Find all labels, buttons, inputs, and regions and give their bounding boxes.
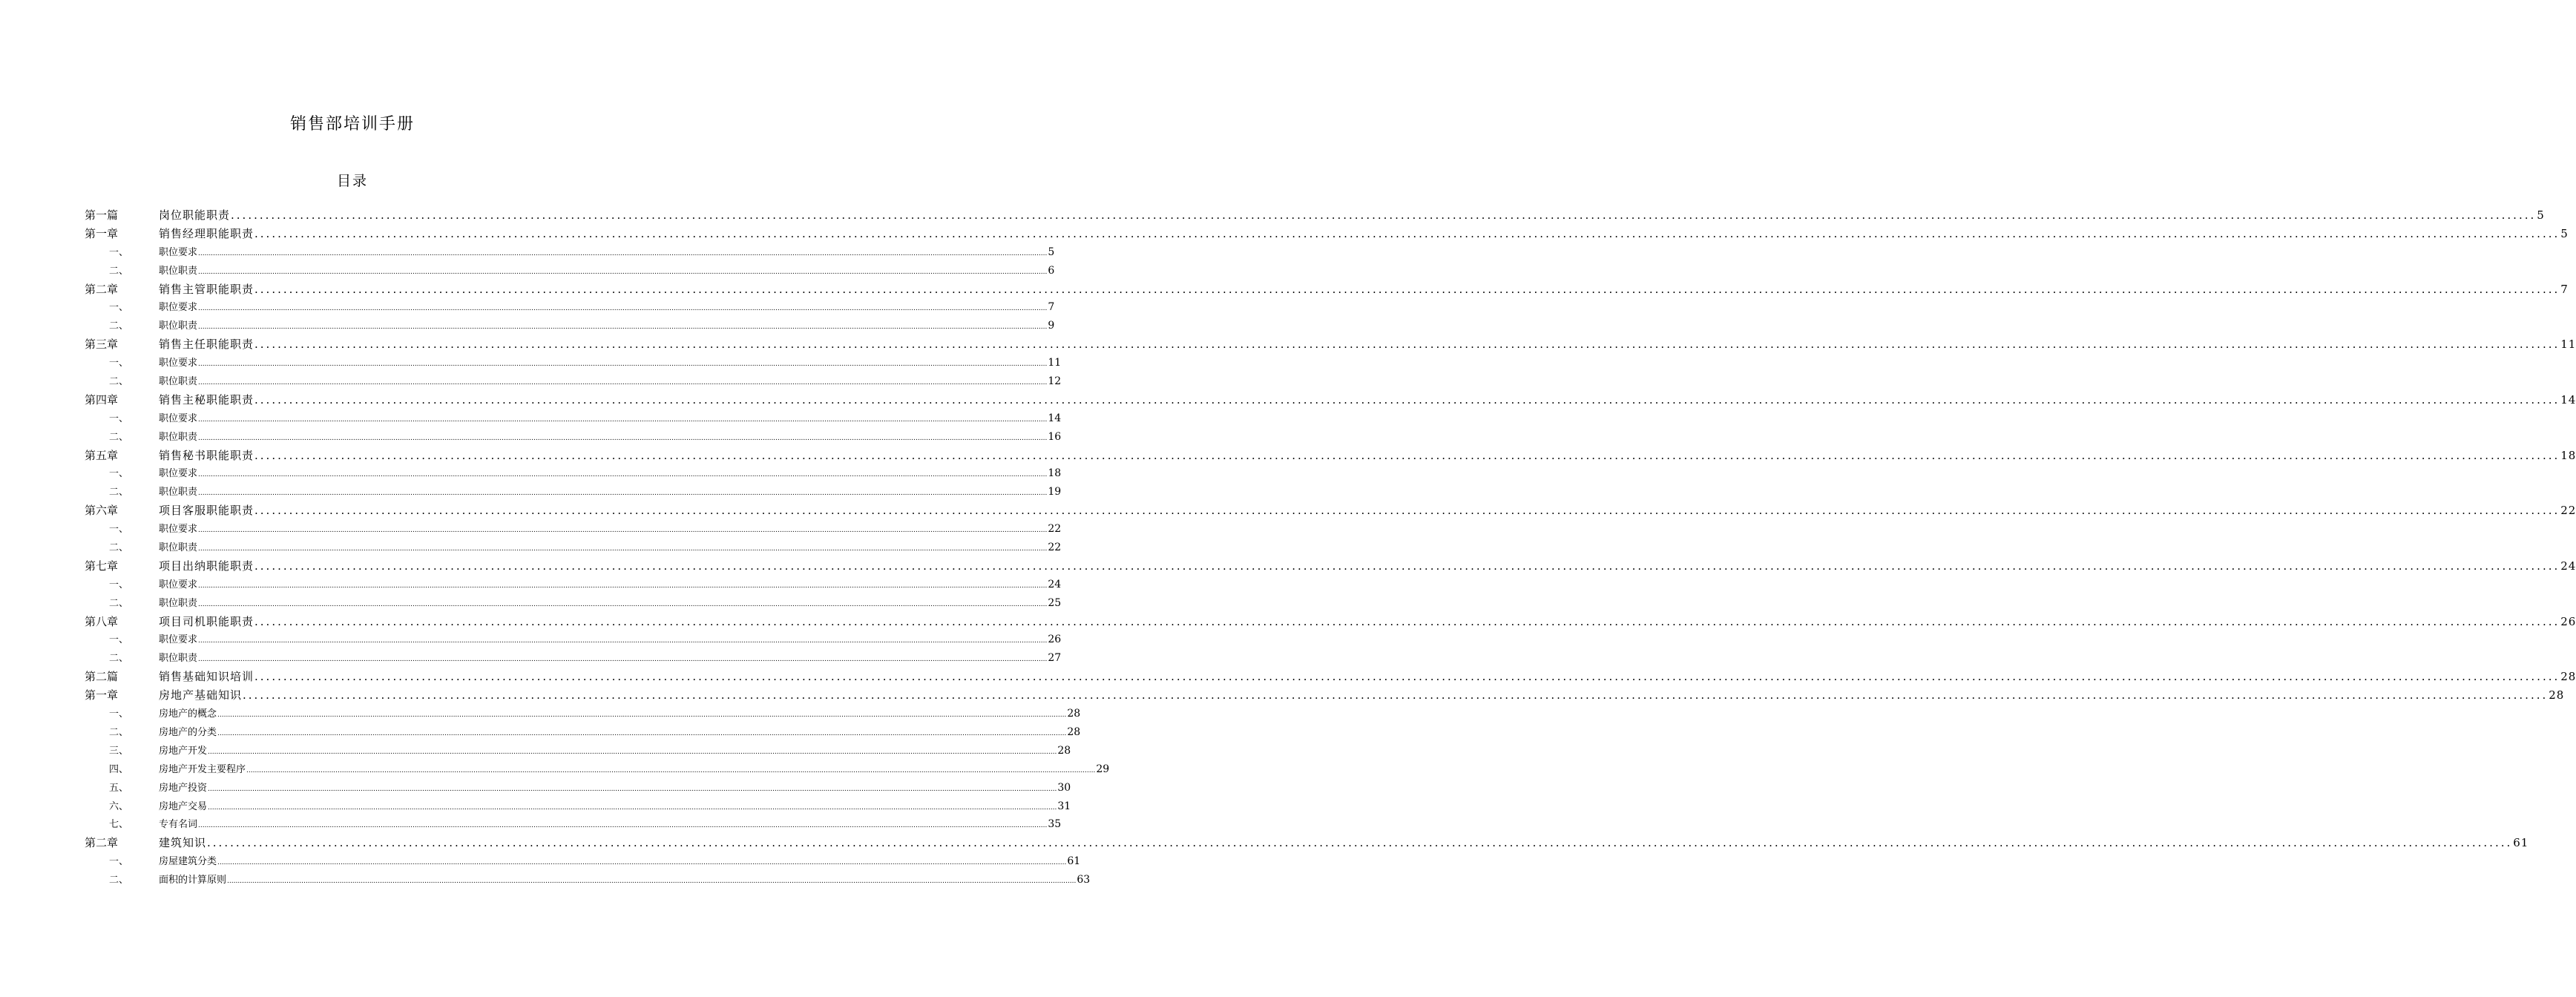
- toc-entry-page: 5: [2560, 226, 2569, 240]
- toc-entry-page: 61: [1067, 855, 1081, 868]
- toc-entry-number: 二、: [109, 431, 129, 443]
- dot-leader: ................................................................................................................................................................................................................................................................................................................................................................................................................: [198, 361, 1048, 369]
- dot-leader: ................................................................................................................................................................................................................................................................................................................................................................................................................: [254, 559, 2560, 573]
- toc-entry[interactable]: [85, 281, 2569, 300]
- dot-leader: ................................................................................................................................................................................................................................................................................................................................................................................................................: [198, 656, 1048, 664]
- toc-entry-number: 五、: [109, 782, 129, 794]
- toc-entry-page: 61: [2513, 836, 2529, 850]
- toc-entry-page: 7: [1048, 301, 1055, 314]
- toc-entry[interactable]: [85, 336, 2576, 355]
- toc-entry-page: 11: [2560, 338, 2576, 352]
- toc-entry[interactable]: [85, 207, 2545, 226]
- toc-entry[interactable]: [85, 299, 1055, 317]
- dot-leader: ................................................................................................................................................................................................................................................................................................................................................................................................................: [198, 379, 1048, 387]
- toc-entry-label: 职位要求: [159, 524, 198, 536]
- toc-entry-number: 第一篇: [85, 208, 119, 222]
- toc-entry-page: 14: [2560, 392, 2576, 407]
- dot-leader: ................................................................................................................................................................................................................................................................................................................................................................................................................: [254, 614, 2560, 628]
- toc-entry-number: 一、: [109, 856, 129, 868]
- toc-entry-label: 职位职责: [159, 542, 198, 554]
- toc-entry[interactable]: [85, 263, 1055, 281]
- toc-entry[interactable]: [85, 816, 1062, 835]
- toc-entry-label: 建筑知识: [159, 836, 207, 850]
- dot-leader: ................................................................................................................................................................................................................................................................................................................................................................................................................: [217, 729, 1067, 737]
- toc-entry-label: 房地产交易: [159, 800, 208, 812]
- toc-entry-number: 二、: [109, 376, 129, 388]
- toc-entry-number: 四、: [109, 763, 129, 775]
- toc-entry-page: 19: [1048, 486, 1062, 498]
- toc-entry-number: 二、: [109, 597, 129, 609]
- toc-entry[interactable]: [85, 853, 1081, 872]
- toc-entry-label: 房地产基础知识: [159, 688, 243, 702]
- toc-entry-page: 22: [1048, 542, 1062, 554]
- toc-entry[interactable]: [85, 743, 1071, 761]
- toc-entry[interactable]: [85, 576, 1062, 595]
- toc-entry[interactable]: [85, 668, 2576, 687]
- toc-entry-number: 二、: [109, 542, 129, 554]
- toc-entry-page: 18: [1048, 467, 1062, 480]
- toc-entry-page: 26: [1048, 634, 1062, 646]
- toc-entry-label: 房地产的概念: [159, 708, 217, 720]
- toc-entry[interactable]: [85, 429, 1062, 447]
- toc-entry-number: 一、: [109, 524, 129, 536]
- toc-entry-number: 第一章: [85, 226, 119, 240]
- toc-entry-number: 第五章: [85, 448, 119, 462]
- toc-entry-number: 第三章: [85, 338, 119, 352]
- dot-leader: ................................................................................................................................................................................................................................................................................................................................................................................................................: [198, 637, 1048, 645]
- toc-entry-label: 职位要求: [159, 302, 198, 314]
- toc-entry-page: 12: [1048, 375, 1062, 388]
- toc-entry-number: 一、: [109, 468, 129, 480]
- toc-entry-page: 27: [1048, 652, 1062, 665]
- dot-leader: ................................................................................................................................................................................................................................................................................................................................................................................................................: [198, 822, 1048, 830]
- document-title: 销售部培训手册: [289, 115, 415, 134]
- toc-entry-page: 11: [1048, 357, 1062, 369]
- toc-entry-label: 职位职责: [159, 431, 198, 443]
- toc-entry[interactable]: [85, 558, 2576, 576]
- dot-leader: ................................................................................................................................................................................................................................................................................................................................................................................................................: [246, 766, 1096, 774]
- toc-entry[interactable]: [85, 835, 2529, 853]
- toc-entry-page: 22: [2560, 504, 2576, 518]
- toc-entry-page: 24: [1048, 578, 1062, 590]
- toc-entry[interactable]: [85, 355, 1062, 373]
- toc-entry-number: 一、: [109, 708, 129, 720]
- dot-leader: ................................................................................................................................................................................................................................................................................................................................................................................................................: [198, 323, 1048, 332]
- dot-leader: ................................................................................................................................................................................................................................................................................................................................................................................................................: [198, 490, 1048, 498]
- toc-entry-page: 28: [2549, 688, 2565, 702]
- dot-leader: ................................................................................................................................................................................................................................................................................................................................................................................................................: [198, 545, 1048, 553]
- toc-entry-number: 第二章: [85, 836, 119, 850]
- toc-entry[interactable]: [85, 410, 1062, 429]
- dot-leader: ................................................................................................................................................................................................................................................................................................................................................................................................................: [254, 282, 2560, 296]
- toc-entry-number: 第四章: [85, 392, 119, 407]
- toc-entry[interactable]: [85, 521, 1062, 539]
- toc-entry-page: 5: [2537, 208, 2545, 222]
- toc-entry[interactable]: [85, 687, 2565, 705]
- dot-leader: ................................................................................................................................................................................................................................................................................................................................................................................................................: [198, 249, 1048, 257]
- toc-entry-label: 专有名词: [159, 819, 198, 831]
- dot-leader: ................................................................................................................................................................................................................................................................................................................................................................................................................: [227, 878, 1077, 886]
- toc-entry[interactable]: [85, 798, 1071, 817]
- dot-leader: ................................................................................................................................................................................................................................................................................................................................................................................................................: [208, 803, 1057, 812]
- toc-heading: 目录: [336, 173, 368, 189]
- toc-entry-label: 项目司机职能职责: [159, 614, 254, 628]
- toc-entry-label: 房地产开发主要程序: [159, 763, 246, 775]
- toc-entry-number: 一、: [109, 302, 129, 314]
- toc-entry-number: 第六章: [85, 504, 119, 518]
- toc-entry-label: 房地产投资: [159, 782, 208, 794]
- toc-entry-number: 二、: [109, 487, 129, 498]
- toc-entry-number: 第一章: [85, 688, 119, 702]
- dot-leader: ................................................................................................................................................................................................................................................................................................................................................................................................................: [198, 305, 1048, 313]
- toc-entry-number: 一、: [109, 358, 129, 369]
- toc-entry[interactable]: [85, 780, 1071, 798]
- dot-leader: ................................................................................................................................................................................................................................................................................................................................................................................................................: [254, 226, 2560, 240]
- toc-entry-label: 岗位职能职责: [159, 208, 231, 222]
- toc-entry-page: 22: [1048, 523, 1062, 536]
- toc-entry-page: 25: [1048, 596, 1062, 609]
- toc-entry-number: 二、: [109, 265, 129, 277]
- toc-entry-label: 销售经理职能职责: [159, 226, 254, 240]
- toc-entry-number: 三、: [109, 745, 129, 757]
- toc-entry-number: 二、: [109, 726, 129, 738]
- dot-leader: ................................................................................................................................................................................................................................................................................................................................................................................................................: [254, 392, 2560, 407]
- toc-entry[interactable]: [85, 447, 2576, 466]
- dot-leader: ................................................................................................................................................................................................................................................................................................................................................................................................................: [243, 688, 2549, 702]
- toc-entry[interactable]: [85, 872, 1091, 890]
- toc-entry-label: 职位要求: [159, 634, 198, 646]
- toc-entry-label: 房屋建筑分类: [159, 856, 217, 868]
- toc-entry-page: 30: [1057, 781, 1071, 794]
- toc-entry-page: 24: [2560, 559, 2576, 573]
- toc-entry-number: 一、: [109, 579, 129, 590]
- toc-entry-number: 第七章: [85, 559, 119, 573]
- toc-entry-label: 面积的计算原则: [159, 875, 227, 886]
- toc-entry-label: 项目客服职能职责: [159, 504, 254, 518]
- dot-leader: ................................................................................................................................................................................................................................................................................................................................................................................................................: [254, 670, 2560, 684]
- toc-entry-label: 销售秘书职能职责: [159, 448, 254, 462]
- dot-leader: ................................................................................................................................................................................................................................................................................................................................................................................................................: [217, 711, 1067, 720]
- toc-entry-page: 26: [2560, 614, 2576, 628]
- toc-entry-page: 28: [1067, 725, 1081, 738]
- toc-entry-label: 职位职责: [159, 376, 198, 388]
- toc-entry-number: 二、: [109, 875, 129, 886]
- toc-entry-label: 职位职责: [159, 597, 198, 609]
- toc-entry[interactable]: [85, 373, 1062, 392]
- dot-leader: ................................................................................................................................................................................................................................................................................................................................................................................................................: [217, 859, 1067, 867]
- toc-entry-label: 销售主秘职能职责: [159, 392, 254, 407]
- toc-entry[interactable]: [85, 539, 1062, 558]
- toc-entry[interactable]: [85, 631, 1062, 650]
- toc-entry-page: 5: [1048, 246, 1055, 258]
- toc-entry-page: 31: [1057, 800, 1071, 812]
- toc-entry[interactable]: [85, 226, 2569, 244]
- toc-entry-label: 销售主任职能职责: [159, 338, 254, 352]
- dot-leader: ................................................................................................................................................................................................................................................................................................................................................................................................................: [198, 415, 1048, 424]
- toc-entry-label: 职位要求: [159, 579, 198, 590]
- toc-entry-label: 职位职责: [159, 653, 198, 665]
- toc-entry[interactable]: [85, 317, 1055, 336]
- toc-entry[interactable]: [85, 392, 2576, 410]
- toc-entry[interactable]: [85, 705, 1081, 724]
- toc-entry[interactable]: [85, 502, 2576, 521]
- toc-entry-label: 房地产的分类: [159, 726, 217, 738]
- toc-entry[interactable]: [85, 724, 1081, 743]
- toc-entry-number: 七、: [109, 819, 129, 831]
- dot-leader: ................................................................................................................................................................................................................................................................................................................................................................................................................: [198, 582, 1048, 590]
- toc-entry-label: 职位要求: [159, 468, 198, 480]
- toc-entry-page: 28: [1057, 744, 1071, 757]
- toc-entry-page: 29: [1096, 763, 1110, 775]
- dot-leader: ................................................................................................................................................................................................................................................................................................................................................................................................................: [198, 471, 1048, 479]
- toc-entry-page: 7: [2560, 282, 2569, 296]
- toc-entry[interactable]: [85, 595, 1062, 613]
- toc-entry-label: 销售主管职能职责: [159, 282, 254, 296]
- toc-entry-label: 房地产开发: [159, 745, 208, 757]
- toc-entry-number: 一、: [109, 634, 129, 646]
- toc-entry-number: 六、: [109, 800, 129, 812]
- toc-entry-number: 二、: [109, 320, 129, 332]
- dot-leader: ................................................................................................................................................................................................................................................................................................................................................................................................................: [198, 527, 1048, 535]
- dot-leader: ................................................................................................................................................................................................................................................................................................................................................................................................................: [198, 268, 1048, 276]
- dot-leader: ................................................................................................................................................................................................................................................................................................................................................................................................................: [208, 748, 1057, 756]
- toc-entry-page: 28: [1067, 708, 1081, 720]
- toc-entry-page: 28: [2560, 670, 2576, 684]
- dot-leader: ................................................................................................................................................................................................................................................................................................................................................................................................................: [231, 208, 2537, 222]
- toc-entry-number: 第八章: [85, 614, 119, 628]
- dot-leader: ................................................................................................................................................................................................................................................................................................................................................................................................................: [198, 434, 1048, 442]
- dot-leader: ................................................................................................................................................................................................................................................................................................................................................................................................................: [254, 448, 2560, 462]
- toc-entry-label: 销售基础知识培训: [159, 670, 254, 684]
- toc-entry[interactable]: [85, 484, 1062, 502]
- dot-leader: ................................................................................................................................................................................................................................................................................................................................................................................................................: [198, 600, 1048, 608]
- dot-leader: ................................................................................................................................................................................................................................................................................................................................................................................................................: [254, 338, 2560, 352]
- toc-entry-page: 6: [1048, 264, 1055, 277]
- toc-entry[interactable]: [85, 761, 1110, 780]
- toc-entry-number: 一、: [109, 246, 129, 258]
- toc-entry-label: 职位要求: [159, 358, 198, 369]
- toc-entry-page: 16: [1048, 430, 1062, 443]
- toc-entry-label: 职位要求: [159, 412, 198, 424]
- toc-entry[interactable]: [85, 650, 1062, 668]
- toc-entry-page: 9: [1048, 320, 1055, 332]
- toc-entry-label: 项目出纳职能职责: [159, 559, 254, 573]
- toc-entry-number: 第二篇: [85, 670, 119, 684]
- toc-entry-page: 63: [1077, 874, 1091, 886]
- toc-entry-number: 第二章: [85, 282, 119, 296]
- toc-entry-label: 职位职责: [159, 487, 198, 498]
- toc-entry-number: 二、: [109, 653, 129, 665]
- dot-leader: ................................................................................................................................................................................................................................................................................................................................................................................................................: [254, 504, 2560, 518]
- toc-entry-page: 35: [1048, 818, 1062, 831]
- toc-entry-label: 职位职责: [159, 320, 198, 332]
- toc-entry-number: 一、: [109, 412, 129, 424]
- toc-entry-page: 18: [2560, 448, 2576, 462]
- dot-leader: ................................................................................................................................................................................................................................................................................................................................................................................................................: [208, 785, 1057, 793]
- toc-entry[interactable]: [85, 465, 1062, 484]
- toc-entry[interactable]: [85, 244, 1055, 263]
- toc-entry-label: 职位要求: [159, 246, 198, 258]
- table-of-contents: [85, 207, 2576, 890]
- toc-entry-label: 职位职责: [159, 265, 198, 277]
- toc-entry-page: 14: [1048, 412, 1062, 424]
- toc-entry[interactable]: [85, 613, 2576, 632]
- dot-leader: ................................................................................................................................................................................................................................................................................................................................................................................................................: [207, 836, 2513, 850]
